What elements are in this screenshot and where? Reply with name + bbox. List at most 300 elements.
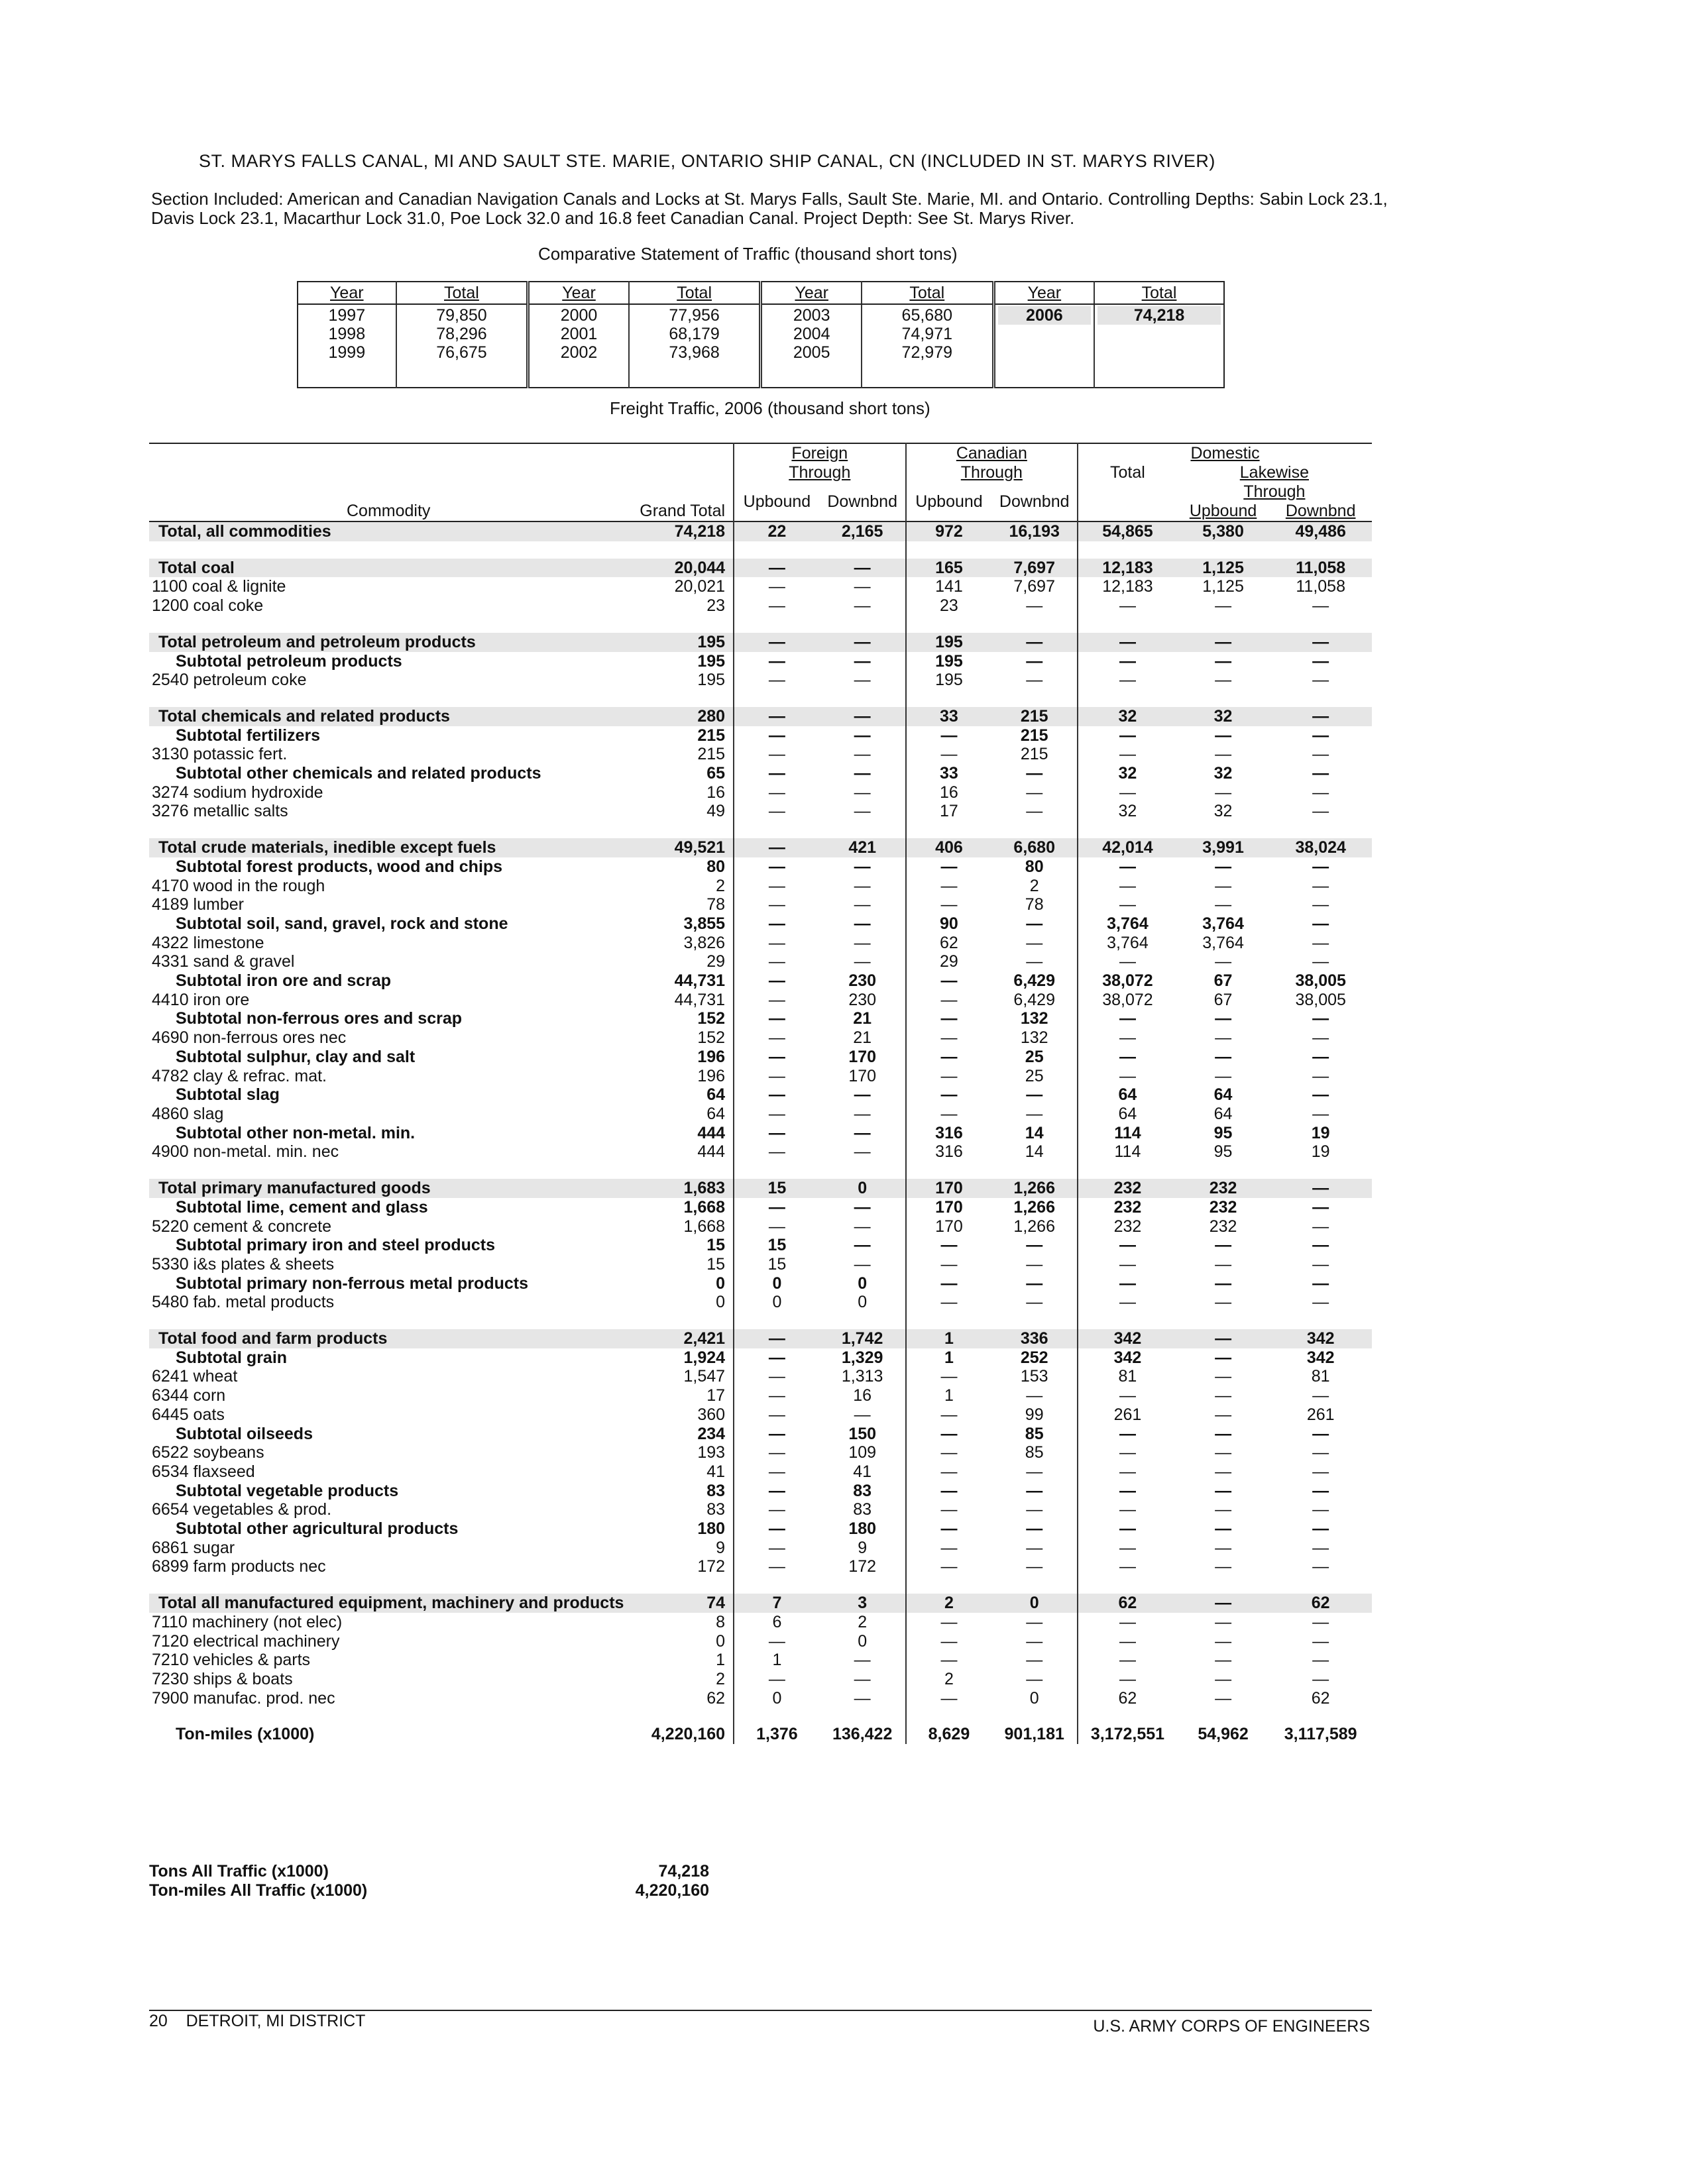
table-row [149,726,1372,745]
grand-total-cell: 1,683 [628,1179,734,1198]
table-row [149,838,1372,857]
lakewise-downbnd-cell: — [1269,1179,1372,1198]
foreign-upbound-cell: 0 [734,1274,820,1293]
foreign-downbnd-cell: 21 [853,1009,872,1028]
foreign-upbound-cell: — [734,991,820,1010]
lakewise-downbnd-cell: — [1312,952,1329,971]
foreign-downbnd-cell: — [854,1254,871,1274]
lakewise-downbnd-cell: 11,058 [1296,577,1345,596]
lakewise-upbound-cell: — [1215,1386,1232,1405]
canadian-downbnd-cell: — [1026,914,1043,933]
commodity-name: 4900 non-metal. min. nec [152,1142,339,1162]
foreign-downbnd-cell: — [854,1405,871,1424]
foreign-downbnd-cell: — [854,764,871,783]
canadian-downbnd-cell: 215 [1020,745,1048,764]
foreign-downbnd-cell: — [854,1142,871,1162]
tonmiles-all-traffic-value: 4,220,160 [635,1881,709,1900]
lakewise-upbound-cell: — [1215,671,1232,690]
canadian-downbnd-cell: — [1026,783,1043,802]
canadian-downbnd-cell: — [1026,1462,1043,1481]
lakewise-downbnd-cell: — [1312,671,1329,690]
lakewise-upbound-cell: — [1177,633,1270,652]
foreign-downbnd-cell: 180 [848,1519,877,1539]
commodity-name: Total all manufactured equipment, machinery and products [149,1594,628,1613]
cmp-total: 65,680 [901,306,953,325]
foreign-upbound-cell: — [734,971,820,991]
cmp-total-header: Total [862,282,993,304]
cmp-total: 68,179 [669,325,720,343]
domestic-total-cell: — [1078,1670,1177,1689]
tonmiles-all-traffic-label: Ton-miles All Traffic (x1000) [149,1881,368,1900]
domestic-total-cell: 3,172,551 [1078,1725,1177,1744]
commodity-name: 6445 oats [152,1405,225,1424]
commodity-name: 6534 flaxseed [152,1462,255,1481]
lakewise-upbound-cell: — [1215,1405,1232,1424]
spacer-row [149,541,1372,559]
foreign-downbnd-cell: — [854,895,871,914]
table-row [149,577,1372,596]
foreign-upbound-cell: — [734,652,820,671]
domestic-total-cell: — [1078,1009,1177,1028]
domestic-total-cell: — [1078,1255,1177,1274]
foreign-downbnd-cell: — [854,726,871,745]
lakewise-upbound-header: Upbound [1189,502,1257,520]
lakewise-upbound-cell: — [1215,1669,1232,1688]
commodity-name: 2540 petroleum coke [152,671,307,690]
lakewise-upbound-cell: 32 [1177,707,1270,726]
canadian-downbnd-cell: 215 [991,707,1078,726]
cmp-totals-cell [629,304,761,388]
foreign-upbound-cell: — [734,934,820,953]
cmp-total: 74,971 [901,325,953,343]
commodity-name: 7120 electrical machinery [152,1631,340,1651]
cmp-totals-cell [1094,304,1224,388]
lakewise-header: Lakewise [1239,463,1309,482]
grand-total-cell: 23 [706,596,726,616]
foreign-upbound-cell: 1 [734,1651,820,1670]
canadian-downbnd-cell: — [1026,802,1043,821]
grand-total-cell: 3,855 [683,914,726,933]
foreign-upbound-cell: — [734,1539,820,1558]
grand-total-cell: 65 [706,764,726,783]
lakewise-downbnd-cell: — [1269,633,1372,652]
domestic-total-cell: — [1078,745,1177,764]
lakewise-upbound-cell: — [1215,1557,1232,1576]
foreign-upbound-cell: — [734,1386,820,1405]
foreign-upbound-cell: — [734,877,820,896]
table-row [149,559,1372,578]
foreign-downbnd-cell: 0 [858,1631,868,1651]
canadian-downbnd-cell: 7,697 [991,559,1078,578]
lakewise-upbound-cell: — [1215,1462,1232,1481]
canadian-upbound-cell: — [906,895,992,914]
canadian-downbnd-cell: — [1026,1669,1043,1688]
domestic-total-cell: — [1078,596,1177,616]
commodity-name: Total coal [149,559,628,578]
comparative-table [297,281,1225,388]
cmp-total-header: Total [629,282,761,304]
canadian-downbnd-cell: 6,429 [1013,971,1055,991]
grand-total-cell: 44,731 [674,990,726,1009]
foreign-downbnd-cell: — [854,596,871,616]
commodity-name: Subtotal iron ore and scrap [176,971,392,991]
grand-total-cell: 74,218 [628,521,734,541]
lakewise-upbound-cell: 1,125 [1177,559,1270,578]
canadian-upbound-cell: 1 [906,1329,992,1348]
domestic-total-cell: — [1078,952,1177,971]
lakewise-upbound-cell: 64 [1213,1085,1233,1105]
lakewise-upbound-cell: 32 [1213,764,1233,783]
canadian-upbound-cell: — [906,1443,992,1462]
canadian-header: Canadian [906,443,1078,463]
lakewise-upbound-cell: — [1215,1612,1232,1631]
foreign-downbnd-cell: 1,329 [841,1348,883,1367]
foreign-downbnd-cell: 2 [858,1612,868,1631]
domestic-total-cell: — [1078,1482,1177,1501]
commodity-name: 4189 lumber [152,895,244,914]
foreign-upbound-cell: — [734,745,820,764]
lakewise-upbound-cell: — [1215,1519,1232,1539]
canadian-upbound-cell: 195 [906,671,992,690]
domestic-total-cell: 64 [1078,1085,1177,1105]
lakewise-upbound-cell: — [1215,1028,1232,1048]
table-row [149,1067,1372,1086]
page-title: ST. MARYS FALLS CANAL, MI AND SAULT STE. MARIE, ONTARIO SHIP CANAL, CN (INCLUDED IN ST. MARYS RIVER) [199,151,1215,171]
spacer-row [149,1708,1372,1725]
lakewise-downbnd-cell: 38,024 [1269,838,1372,857]
domestic-total-cell: — [1078,895,1177,914]
table-row [149,802,1372,821]
table-row [149,895,1372,914]
table-row [149,1462,1372,1482]
domestic-total-cell: — [1078,726,1177,745]
freight-table [149,443,1372,1744]
canadian-upbound-cell: 972 [906,521,992,541]
lakewise-downbnd-cell: — [1312,1104,1329,1123]
lakewise-upbound-cell: — [1215,1651,1232,1670]
lakewise-upbound-cell: — [1215,1274,1232,1293]
domestic-total-cell: 32 [1078,764,1177,783]
cmp-years-cell [298,304,396,388]
foreign-upbound-cell: 1,376 [734,1725,820,1744]
foreign-downbnd-cell: 41 [853,1462,872,1481]
table-row [149,707,1372,726]
grand-total-cell: 0 [716,1274,726,1293]
domestic-total-cell: — [1078,1651,1177,1670]
grand-total-cell: 15 [706,1236,726,1255]
canadian-upbound-cell: 316 [906,1124,992,1143]
lakewise-through-header: Through [1243,482,1306,501]
canadian-upbound-cell: — [906,1425,992,1444]
canadian-upbound-cell: — [906,1367,992,1386]
grand-total-cell: 1,547 [683,1367,726,1386]
cmp-year-header: Year [298,282,396,304]
lakewise-downbnd-cell: — [1312,1631,1329,1651]
domestic-header: Domestic [1078,443,1372,463]
grand-total-cell: 4,220,160 [651,1725,726,1744]
lakewise-upbound-cell: — [1215,1443,1232,1462]
cmp-year: 1999 [328,343,366,362]
lakewise-downbnd-cell: 342 [1306,1348,1335,1367]
canadian-downbnd-cell: — [1026,671,1043,690]
foreign-downbnd-cell: — [854,577,871,596]
lakewise-downbnd-cell: — [1312,1557,1329,1576]
domestic-total-cell: — [1078,652,1177,671]
canadian-downbnd-cell: 14 [1025,1123,1044,1142]
commodity-name: Subtotal non-ferrous ores and scrap [176,1009,463,1028]
lakewise-downbnd-cell: — [1312,1274,1329,1293]
canadian-downbnd-cell: — [1026,1293,1043,1312]
foreign-downbnd-cell: 21 [853,1028,872,1048]
lakewise-downbnd-cell: — [1312,1085,1329,1105]
cmp-year: 2000 [560,306,598,325]
lakewise-upbound-cell: 232 [1209,1217,1237,1236]
lakewise-upbound-cell: — [1215,1254,1232,1274]
canadian-upbound-cell: — [906,1539,992,1558]
cmp-year: 2004 [793,325,830,343]
cmp-total: 77,956 [669,306,720,325]
lakewise-downbnd-cell: — [1312,1612,1329,1631]
foreign-downbnd-cell: — [854,1688,871,1708]
canadian-downbnd-cell: — [1026,1104,1043,1123]
lakewise-downbnd-cell: — [1312,1443,1329,1462]
commodity-name: 4170 wood in the rough [152,876,325,895]
cmp-year: 1997 [328,306,366,325]
table-row [149,1142,1372,1162]
grand-total-cell: 64 [706,1104,726,1123]
grand-total-cell: 16 [706,783,726,802]
lakewise-downbnd-cell: 62 [1269,1594,1372,1613]
lakewise-upbound-cell: — [1215,1500,1232,1519]
lakewise-downbnd-cell: — [1312,651,1329,671]
cmp-total: 72,979 [901,343,953,362]
canadian-upbound-cell: — [906,1689,992,1708]
canadian-upbound-cell: — [906,857,992,877]
grand-total-cell: 8 [716,1612,726,1631]
cmp-total: 74,218 [1097,306,1221,325]
canadian-downbnd-cell: 1,266 [1013,1217,1055,1236]
foreign-upbound-cell: — [734,895,820,914]
grand-total-header: Grand Total [640,502,726,520]
grand-total-cell: 180 [697,1519,726,1539]
canadian-downbnd-cell: — [1026,1085,1043,1105]
canadian-downbnd-cell: — [1026,1386,1043,1405]
table-row [149,1198,1372,1217]
foreign-upbound-cell: 7 [734,1594,820,1613]
domestic-total-cell: — [1078,1425,1177,1444]
foreign-upbound-cell: — [734,1557,820,1576]
foreign-through-header: Through [734,463,906,482]
commodity-name: 4690 non-ferrous ores nec [152,1028,347,1048]
foreign-upbound-cell: 15 [734,1179,820,1198]
grand-total-cell: 1,668 [683,1217,726,1236]
grand-total-cell: 49,521 [628,838,734,857]
table-row [149,764,1372,783]
commodity-name: Subtotal other agricultural products [176,1519,459,1539]
foreign-upbound-cell: 0 [734,1689,820,1708]
foreign-upbound-header: Upbound [734,482,820,521]
foreign-upbound-cell: — [734,1085,820,1105]
foreign-downbnd-cell: — [854,1123,871,1142]
canadian-downbnd-cell: — [1026,1254,1043,1274]
domestic-total-cell: — [1078,1519,1177,1539]
canadian-upbound-cell: — [906,1651,992,1670]
cmp-totals-cell [862,304,993,388]
canadian-downbnd-cell: 0 [991,1594,1078,1613]
commodity-name: Total crude materials, inedible except fuels [149,838,628,857]
grand-total-cell: 78 [706,895,726,914]
foreign-downbnd-cell: 0 [858,1274,868,1293]
canadian-downbnd-cell: 85 [1025,1424,1044,1443]
grand-total-cell: 64 [706,1085,726,1105]
foreign-downbnd-cell: — [854,933,871,952]
foreign-upbound-cell: — [734,1198,820,1217]
foreign-upbound-cell: — [734,1105,820,1124]
cmp-total: 78,296 [436,325,487,343]
canadian-downbnd-cell: — [1026,1236,1043,1255]
grand-total-cell: 83 [706,1481,726,1500]
grand-total-cell: 2 [716,1669,726,1688]
tons-all-traffic-label: Tons All Traffic (x1000) [149,1862,329,1881]
foreign-upbound-cell: — [734,1048,820,1067]
canadian-downbnd-cell: — [1026,1612,1043,1631]
commodity-name: 6899 farm products nec [152,1557,326,1576]
table-row [149,991,1372,1010]
canadian-downbnd-cell: — [1026,1651,1043,1670]
lakewise-downbnd-cell: — [1312,596,1329,616]
canadian-downbnd-cell: — [1026,933,1043,952]
canadian-upbound-cell: 1 [906,1386,992,1405]
canadian-downbnd-cell: — [1026,596,1043,616]
lakewise-upbound-cell: — [1215,1367,1232,1386]
grand-total-cell: 152 [697,1028,726,1048]
domestic-total-cell: — [1078,1028,1177,1048]
lakewise-upbound-cell: 3,764 [1202,914,1244,933]
domestic-total-cell: — [1078,1539,1177,1558]
lakewise-downbnd-cell: — [1312,1481,1329,1500]
commodity-name: Subtotal other chemicals and related products [176,764,541,783]
table-row [149,521,1372,541]
domestic-total-cell: 38,072 [1078,971,1177,991]
table-row [149,1217,1372,1236]
domestic-total-cell: 342 [1078,1348,1177,1368]
table-row [149,1367,1372,1386]
grand-total-cell: 74 [628,1594,734,1613]
table-row [149,1425,1372,1444]
lakewise-upbound-cell: — [1215,1293,1232,1312]
canadian-downbnd-cell: 132 [1020,1009,1048,1028]
lakewise-downbnd-cell: — [1312,1424,1329,1443]
canadian-upbound-cell: 406 [906,838,992,857]
canadian-downbnd-cell: 336 [991,1329,1078,1348]
canadian-upbound-cell: 141 [906,577,992,596]
canadian-downbnd-cell: — [991,633,1078,652]
table-row [149,1519,1372,1539]
grand-total-cell: 80 [706,857,726,876]
table-row [149,1293,1372,1312]
foreign-downbnd-cell: — [820,633,906,652]
table-row [149,1443,1372,1462]
domestic-total-cell: 232 [1078,1198,1177,1217]
foreign-upbound-cell: — [734,559,820,578]
foreign-downbnd-cell: 0 [858,1293,868,1312]
domestic-total-cell: — [1078,1067,1177,1086]
domestic-total-cell: — [1078,1048,1177,1067]
lakewise-downbnd-cell: — [1312,1047,1329,1066]
domestic-total-cell: 342 [1078,1329,1177,1348]
domestic-total-cell: 232 [1078,1179,1177,1198]
lakewise-downbnd-cell: — [1312,1462,1329,1481]
lakewise-downbnd-cell: 19 [1311,1142,1330,1162]
canadian-upbound-cell: 195 [906,633,992,652]
lakewise-downbnd-cell: — [1312,783,1329,802]
domestic-total-cell: — [1078,1632,1177,1651]
table-row [149,1028,1372,1048]
table-row [149,1105,1372,1124]
domestic-total-cell: — [1078,1500,1177,1519]
foreign-upbound-cell: — [734,1462,820,1482]
commodity-name: Subtotal vegetable products [176,1481,399,1500]
foreign-upbound-cell: — [734,857,820,877]
canadian-downbnd-cell: 0 [1029,1688,1039,1708]
grand-total-cell: 3,826 [683,933,726,952]
table-row [149,971,1372,991]
canadian-downbnd-cell: — [1026,1557,1043,1576]
commodity-name: 3276 metallic salts [152,802,288,821]
table-row [149,652,1372,671]
foreign-downbnd-cell: 0 [820,1179,906,1198]
lakewise-downbnd-cell: 62 [1311,1688,1330,1708]
foreign-header: Foreign [734,443,906,463]
foreign-downbnd-cell: — [854,745,871,764]
grand-total-cell: 195 [628,633,734,652]
canadian-upbound-cell: 90 [906,914,992,934]
table-row [149,1689,1372,1708]
commodity-name: Subtotal petroleum products [176,651,402,671]
foreign-downbnd-cell: 170 [848,1066,877,1085]
lakewise-downbnd-cell: — [1312,1651,1329,1670]
commodity-name: Subtotal primary non-ferrous metal products [176,1274,529,1293]
lakewise-upbound-cell: 3,991 [1177,838,1270,857]
lakewise-downbnd-cell: 38,005 [1295,990,1346,1009]
lakewise-downbnd-cell: — [1312,1500,1329,1519]
canadian-downbnd-cell: 85 [1025,1443,1044,1462]
canadian-upbound-cell: — [906,1500,992,1519]
table-row [149,1557,1372,1576]
table-row [149,745,1372,764]
cmp-year: 2005 [793,343,830,362]
lakewise-downbnd-cell: — [1312,914,1329,933]
table-row [149,934,1372,953]
foreign-upbound-cell: — [734,596,820,616]
table-row [149,783,1372,802]
canadian-downbnd-cell: 6,429 [1013,990,1055,1009]
commodity-name: 3274 sodium hydroxide [152,783,323,802]
lakewise-upbound-cell: — [1215,651,1232,671]
foreign-downbnd-cell: 170 [848,1047,877,1066]
domestic-total-cell: 54,865 [1078,521,1177,541]
commodity-name: 4322 limestone [152,933,264,952]
canadian-downbnd-cell: — [1026,1519,1043,1539]
canadian-upbound-cell: — [906,1482,992,1501]
foreign-downbnd-cell: 230 [848,990,877,1009]
canadian-downbnd-cell: 1,266 [991,1179,1078,1198]
lakewise-downbnd-cell: — [1312,726,1329,745]
foreign-upbound-cell: 6 [734,1613,820,1632]
canadian-upbound-cell: — [906,877,992,896]
cmp-year: 1998 [328,325,366,343]
table-row [149,1632,1372,1651]
